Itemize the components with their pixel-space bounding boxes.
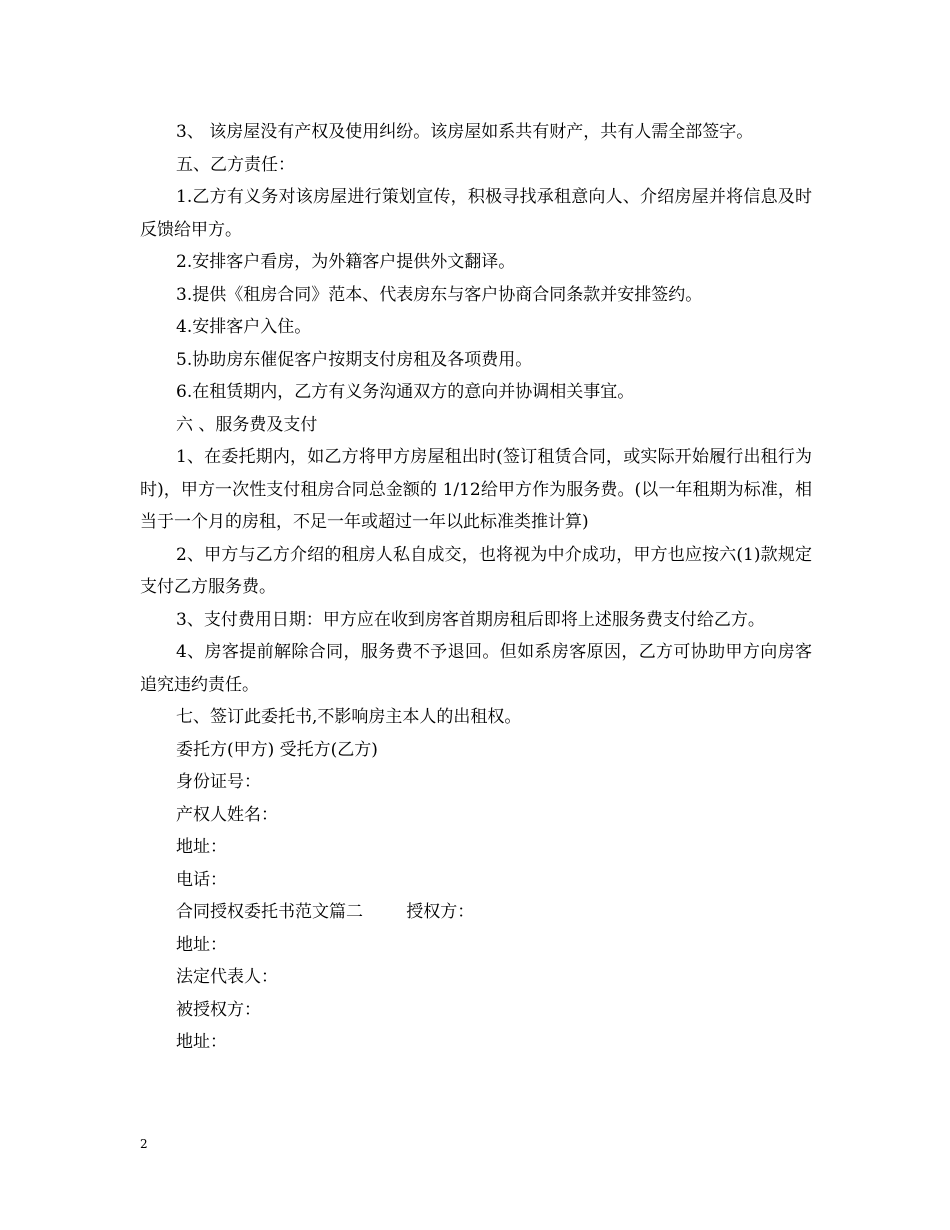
- legal-representative-field: 法定代表人：: [176, 967, 278, 987]
- paragraph: 2.安排客户看房，为外籍客户提供外文翻译。: [176, 252, 516, 272]
- paragraph: 1、在委托期内，如乙方将甲方房屋租出时(签订租赁合同，或实际开始履行出租行为时)，甲方一次性支付租房合同总金额的 1/12给甲方作为服务费。(以一年租期为标准，相当于一个月的房租，不足一年或超过一年以此标准类推计算): [140, 447, 812, 532]
- paragraph: 2、甲方与乙方介绍的租房人私自成交，也将视为中介成功，甲方也应按六(1)款规定支付乙方服务费。: [140, 544, 812, 597]
- address-field: 地址：: [176, 1032, 227, 1052]
- section-heading: 七、签订此委托书,不影响房主本人的出租权。: [176, 707, 522, 727]
- address-field: 地址：: [176, 837, 227, 857]
- page-number: 2: [140, 1137, 148, 1151]
- authorized-party-field: 被授权方：: [176, 999, 261, 1020]
- paragraph: 3、支付费用日期：甲方应在收到房客首期房租后即将上述服务费支付给乙方。: [176, 609, 765, 630]
- paragraph: 4、房客提前解除合同，服务费不予退回。但如系房客原因，乙方可协助甲方向房客追究违约责任。: [140, 642, 812, 695]
- document-body: [140, 116, 812, 1059]
- paragraph: 3.提供《租房合同》范本、代表房东与客户协商合同条款并安排签约。: [176, 284, 703, 305]
- paragraph: 3、 该房屋没有产权及使用纠纷。该房屋如系共有财产，共有人需全部签字。: [176, 122, 754, 142]
- owner-name-field: 产权人姓名：: [176, 804, 278, 825]
- sample-two-heading: 合同授权委托书范文篇二 授权方：: [176, 902, 475, 922]
- id-number-field: 身份证号：: [176, 772, 261, 792]
- phone-field: 电话：: [176, 869, 227, 890]
- paragraph: 1.乙方有义务对该房屋进行策划宣传，积极寻找承租意向人、介绍房屋并将信息及时反馈给甲方。: [140, 187, 812, 240]
- paragraph: 4.安排客户入住。: [176, 317, 312, 337]
- section-heading: 五、乙方责任：: [176, 154, 295, 175]
- paragraph: 6.在租赁期内，乙方有义务沟通双方的意向并协调相关事宜。: [176, 382, 635, 402]
- signature-parties: 委托方(甲方) 受托方(乙方): [176, 739, 378, 760]
- paragraph: 5.协助房东催促客户按期支付房租及各项费用。: [176, 349, 533, 370]
- section-heading: 六 、服务费及支付: [176, 414, 318, 435]
- address-field: 地址：: [176, 934, 227, 955]
